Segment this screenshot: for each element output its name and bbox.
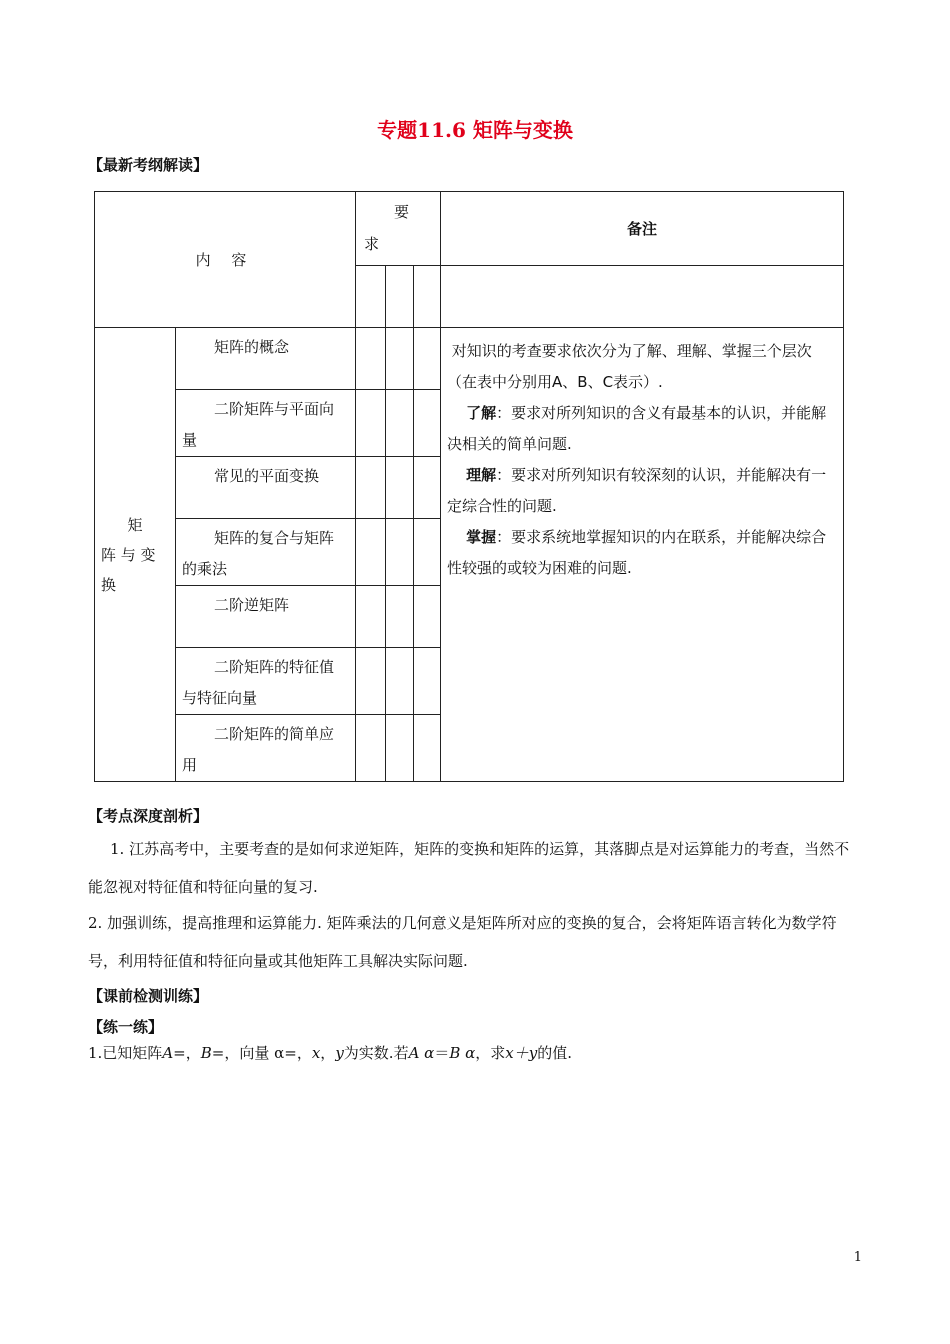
category-line-3: 换 [101,575,117,594]
section-practice: 【练一练】 [88,1018,164,1036]
req-cell-a [356,266,386,328]
notes-label-understand: 了解 [466,404,497,422]
header-req-1: 要 [394,203,410,221]
table-row-item: 常见的平面变换 [176,457,356,519]
notes-label-comprehend: 理解 [466,466,497,484]
analysis-paragraph-1: 1. 江苏高考中，主要考查的是如何求逆矩阵，矩阵的变换和矩阵的运算，其落脚点是对运算能力的考查，当然不能忽视对特征值和特征向量的复习. [88,840,850,896]
table-row-item: 矩阵的概念 [176,328,356,390]
category-cell [95,328,176,782]
table-row-item: 二阶矩阵的简单应 用 [176,715,356,782]
header-content: 内 容 [95,192,356,328]
remark-notes: 对知识的考查要求依次分为了解、理解、掌握三个层次（在表中分别用A、B、C表示）. 了解：要求对所列知识的含义有最基本的认识，并能解决相关的简单问题. 理解：要求对所列知识有较深刻的认识，并能解决有一定综合性的问题. 掌握：要求系统地掌握知识的内在联系，并能解决综合性较强的或较为困难的问题. [441,328,844,782]
syllabus-table [94,191,844,782]
header-requirement [356,192,441,266]
section-syllabus: 【最新考纲解读】 [88,156,209,174]
header-remark: 备注 [441,192,844,266]
page-title: 专题11.6 矩阵与变换 [377,118,573,142]
exercise-question-1: 1.已知矩阵A=，B=，向量 α=，x，y为实数.若A α＝B α，求x＋y的值. [88,1044,572,1062]
analysis-paragraph-2: 2. 加强训练，提高推理和运算能力. 矩阵乘法的几何意义是矩阵所对应的变换的复合，会将矩阵语言转化为数学符号，利用特征值和特征向量或其他矩阵工具解决实际问题. [88,914,837,970]
table-row-item: 矩阵的复合与矩阵 的乘法 [176,519,356,586]
category-line-1: 矩 [127,515,143,534]
table-row-item: 二阶逆矩阵 [176,586,356,648]
notes-intro: 对知识的考查要求依次分为了解、理解、掌握三个层次（在表中分别用A、B、C表示）. [447,342,812,391]
req-cell-b [386,266,414,328]
page-number: 1 [853,1250,862,1265]
section-analysis: 【考点深度剖析】 [88,807,209,825]
notes-label-master: 掌握 [466,528,497,546]
req-cell-c [414,266,441,328]
category-line-2: 阵 与 变 [101,545,156,564]
table-row-item: 二阶矩阵与平面向 量 [176,390,356,457]
table-row-item: 二阶矩阵的特征值 与特征向量 [176,648,356,715]
remark-empty [441,266,844,328]
header-req-2: 求 [364,235,380,253]
section-pretest: 【课前检测训练】 [88,987,209,1005]
